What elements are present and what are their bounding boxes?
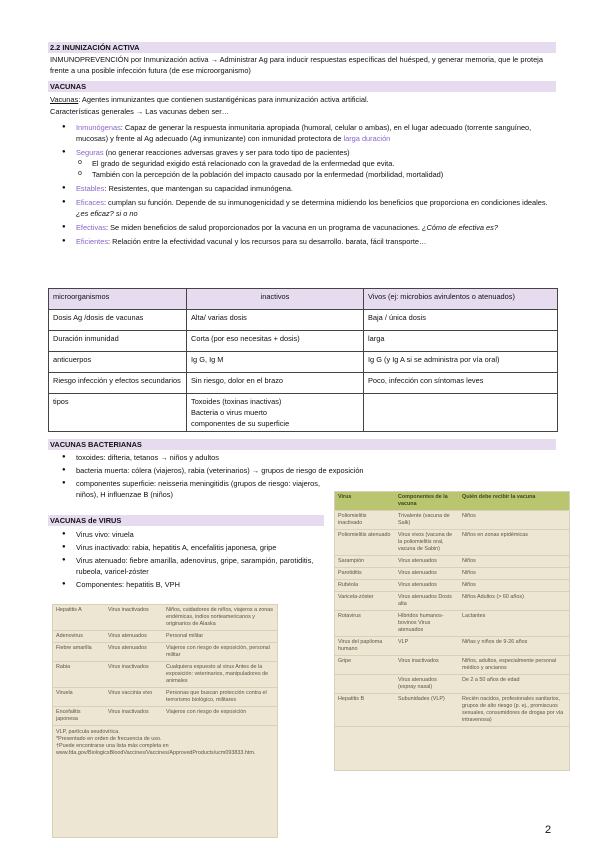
table-cell: Niños, cuidadores de niños, viajeros a zonas endémicas, indios norteamericanos y originarios de Alaska (163, 605, 277, 631)
term-efectivas: Efectivas (76, 223, 106, 232)
item-highlight: larga duración (343, 134, 391, 143)
table-cell: Fiebre amarilla (53, 643, 105, 662)
table-cell: Hepatitis A (53, 605, 105, 631)
table-cell: Niños Adultos (> 60 años) (459, 592, 569, 611)
table-cell: larga (364, 331, 558, 352)
table-cell: Personas que buscan protección contra el terrorismo biológico, militares (163, 688, 277, 707)
table-cell: Rabia (53, 662, 105, 688)
item-text: (no generar reacciones adversas graves y ser para todo tipo de pacientes) (103, 148, 350, 157)
list-item: ● Virus inactivado: rabia, hepatitis A, encefalitis japonesa, gripe (62, 542, 324, 553)
table-row (335, 511, 569, 530)
table-row (49, 394, 558, 432)
table-cell: Encefalitis japonesa (53, 707, 105, 726)
item-text: : cumplan su función. Depende de su inmunogenicidad y se determina midiendo los beneficios que proporciona en condiciones ideales. (103, 198, 548, 207)
sub-list-item: o También con la percepción de la población del impacto causado por la enfermedad (morbilidad, mortalidad) (78, 169, 556, 180)
figure-note: VLP, partícula seudovírica. (56, 729, 120, 735)
table-cell: anticuerpos (49, 352, 187, 373)
table-row (53, 643, 277, 662)
virus-title: VACUNAS de VIRUS (48, 515, 324, 526)
table-cell: Virus vaccinia vivo (105, 688, 163, 707)
table-row (335, 592, 569, 611)
figure-note: *Presentado en orden de frecuencia de uso. (56, 736, 162, 742)
table-cell: Viajeros con riesgo de exposición, personal militar (163, 643, 277, 662)
table-row (49, 352, 558, 373)
table-cell: Parotiditis (335, 568, 395, 580)
table-cell: Gripe (335, 656, 395, 675)
table-cell: Personal militar (163, 631, 277, 643)
sub-list-item: o El grado de seguridad exigido está relacionado con la gravedad de la enfermedad que evita. (78, 158, 556, 169)
table-cell: tipos (49, 394, 187, 432)
table-cell: inactivos (187, 289, 364, 310)
list-item: ● Virus atenuado: fiebre amarilla, adenovirus, gripe, sarampión, parotiditis, rubeola, varicel-zóster (62, 555, 324, 577)
table-row (53, 631, 277, 643)
table-cell: microorganismos (49, 289, 187, 310)
table-row (49, 331, 558, 352)
figure-left-table (53, 605, 277, 726)
table-cell: Rubéola (335, 580, 395, 592)
figure-note: †Puede encontrarse una lista más completa en www.fda.gov/BiologicsBloodVaccines/Vaccines/ApprovedProducts/ucm093833.htm. (56, 743, 256, 756)
table-cell: Virus atenuados (395, 556, 459, 568)
vacunas-title: VACUNAS (48, 81, 556, 92)
table-cell: Niños, adultos, especialmente personal médico y ancianos (459, 656, 569, 675)
item-text: : Capaz de generar la respuesta inmunitaria apropiada (humoral, celular o ambas), en el lugar adecuado (torrente sanguíneo, mucosas) y frente al Ag adecuado (Ag inmunizante) con inmunidad protectora de (76, 123, 532, 143)
table-cell: Corta (por eso necesitas + dosis) (187, 331, 364, 352)
term-inmunogenas: Inmunógenas (76, 123, 121, 132)
table-row (335, 568, 569, 580)
list-item: ● componentes superficie: neisseria meningitidis (grupos de riesgo: viajeros, niños), H influenzae B (niños) (62, 478, 322, 500)
table-row (335, 580, 569, 592)
vacunas-definition-label: Vacunas (50, 95, 79, 104)
term-eficaces: Eficaces (76, 198, 104, 207)
table-cell: Niñas y niños de 9-26 años (459, 637, 569, 656)
table-row (335, 637, 569, 656)
table-cell: Baja / única dosis (364, 310, 558, 331)
table-header-row (335, 492, 569, 511)
table-cell: Poco, infección con síntomas leves (364, 373, 558, 394)
table-row (335, 556, 569, 568)
table-cell: Adenovirus (53, 631, 105, 643)
intro-paragraph: INMUNOPREVENCIÓN por Inmunización activa → Administrar Ag para inducir respuestas específicas del huésped, y generar memoria, que le proteja frente a una posible infección futura (de ese microorganismo) (50, 55, 543, 75)
table-cell: Poliomielitis inactivado (335, 511, 395, 530)
list-item: ● Virus vivo: viruela (62, 529, 324, 540)
table-row (49, 373, 558, 394)
table-row (53, 605, 277, 631)
table-cell: Dosis Ag /dosis de vacunas (49, 310, 187, 331)
table-cell: Virus atenuados (395, 580, 459, 592)
caracteristicas-text: Características generales → Las vacunas deben ser… (50, 107, 230, 116)
table-row (53, 707, 277, 726)
table-cell: Hepatitis B (335, 694, 395, 727)
table-cell: Virus inactivados (395, 656, 459, 675)
table-row (49, 310, 558, 331)
comparison-table (48, 288, 558, 432)
table-cell: Virus inactivados (105, 605, 163, 631)
characteristics-list (62, 122, 556, 250)
table-row (335, 694, 569, 727)
table-cell: Virus atenuados (395, 568, 459, 580)
term-seguras: Seguras (76, 148, 104, 157)
table-cell: Poliomielitis atenuado (335, 530, 395, 556)
item-question: ¿es eficaz? si o no (76, 209, 138, 218)
item-question: ¿Cómo de efectiva es? (421, 223, 498, 232)
item-text: : Se miden beneficios de salud proporcionados por la vacuna en un programa de vacunaciones. (106, 223, 422, 232)
table-cell: Sarampión (335, 556, 395, 568)
figure-left-notes (53, 726, 277, 760)
list-item (62, 183, 556, 194)
section-title: 2.2 INUNIZACIÓN ACTIVA (48, 42, 556, 53)
table-cell: Virus atenuados (105, 643, 163, 662)
page-number: 2 (545, 824, 552, 836)
table-cell: Cualquiera expuesto al virus Antes de la exposición: veterinarios, manipuladores de animales (163, 662, 277, 688)
table-cell (364, 394, 558, 432)
table-cell: Virus del papiloma humano (335, 637, 395, 656)
list-item: ● toxoides: difteria, tetanos → niños y adultos (62, 452, 322, 463)
table-cell: Virus inactivados (105, 662, 163, 688)
table-cell: Varicela-zóster (335, 592, 395, 611)
item-text: : Relación entre la efectividad vacunal y los recursos para su desarrollo. barata, fácil transporte… (108, 237, 427, 246)
table-cell: Niños (459, 511, 569, 530)
term-estables: Estables (76, 184, 105, 193)
table-cell: Niños (459, 580, 569, 592)
table-cell: Virus atenuados Dosis alta (395, 592, 459, 611)
table-cell: Virus vivos (vacuna de la poliomielitis oral, vacuna de Sabin) (395, 530, 459, 556)
table-header: Componentes de la vacuna (395, 492, 459, 511)
table-row (53, 688, 277, 707)
table-cell: Viajeros con riesgo de exposición (163, 707, 277, 726)
table-cell: Alta/ varias dosis (187, 310, 364, 331)
table-cell: Niños (459, 568, 569, 580)
vacunas-definition (50, 94, 556, 105)
figure-left (52, 604, 278, 838)
table-cell: VLP (395, 637, 459, 656)
list-item (62, 122, 556, 144)
table-cell: Subunidades (VLP) (395, 694, 459, 727)
table-row (335, 530, 569, 556)
table-cell: Duración inmunidad (49, 331, 187, 352)
table-cell: Recién nacidos, profesionales sanitarios, grupos de alto riesgo (p. ej., promiscuos sexuales, consumidores de drogas por vía intravenosa) (459, 694, 569, 727)
table-row (335, 656, 569, 675)
table-cell: Virus inactivados (105, 707, 163, 726)
list-item: ● bacteria muerta: cólera (viajeros), rabia (veterinarios) → grupos de riesgo de exposición (62, 465, 556, 476)
table-row (335, 675, 569, 694)
table-cell: De 2 a 50 años de edad (459, 675, 569, 694)
table-row (49, 289, 558, 310)
table-cell: Ig G, Ig M (187, 352, 364, 373)
table-header: Virus (335, 492, 395, 511)
table-cell: Lactantes (459, 611, 569, 637)
item-text: : Resistentes, que mantengan su capacidad inmunógena. (104, 184, 293, 193)
table-cell: Virus atenuados (105, 631, 163, 643)
list-item (62, 197, 556, 219)
table-cell: Riesgo infección y efectos secundarios (49, 373, 187, 394)
term-eficientes: Eficientes (76, 237, 109, 246)
list-item (62, 222, 556, 233)
table-cell: Viruela (53, 688, 105, 707)
table-cell: Toxoides (toxinas inactivas) Bacteria o virus muerto componentes de su superficie (187, 394, 364, 432)
table-cell: Ig G (y Ig A si se administra por vía oral) (364, 352, 558, 373)
table-cell: Rotavirus (335, 611, 395, 637)
table-row (335, 611, 569, 637)
table-cell: Niños en zonas epidémicas (459, 530, 569, 556)
list-item (62, 236, 556, 247)
table-row (53, 662, 277, 688)
vacunas-definition-text: : Agentes inmunizantes que contienen sustantigénicas para inmunización activa artificial. (78, 95, 369, 104)
list-item: ● Componentes: hepatitis B, VPH (62, 579, 324, 590)
table-cell: Vivos (ej: microbios avirulentos o atenuados) (364, 289, 558, 310)
list-item (62, 147, 556, 158)
table-cell: Virus atenuados (espray nasal) (395, 675, 459, 694)
virus-list (62, 529, 324, 593)
table-cell: Híbridos humanos-bovinos Virus atenuados (395, 611, 459, 637)
table-header: Quién debe recibir la vacuna (459, 492, 569, 511)
figure-right-table (335, 492, 569, 727)
table-cell: Trivalente (vacuna de Salk) (395, 511, 459, 530)
table-cell (335, 675, 395, 694)
table-cell: Sin riesgo, dolor en el brazo (187, 373, 364, 394)
figure-right (334, 491, 570, 771)
bacterianas-title: VACUNAS BACTERIANAS (48, 439, 556, 450)
table-cell: Niños (459, 556, 569, 568)
